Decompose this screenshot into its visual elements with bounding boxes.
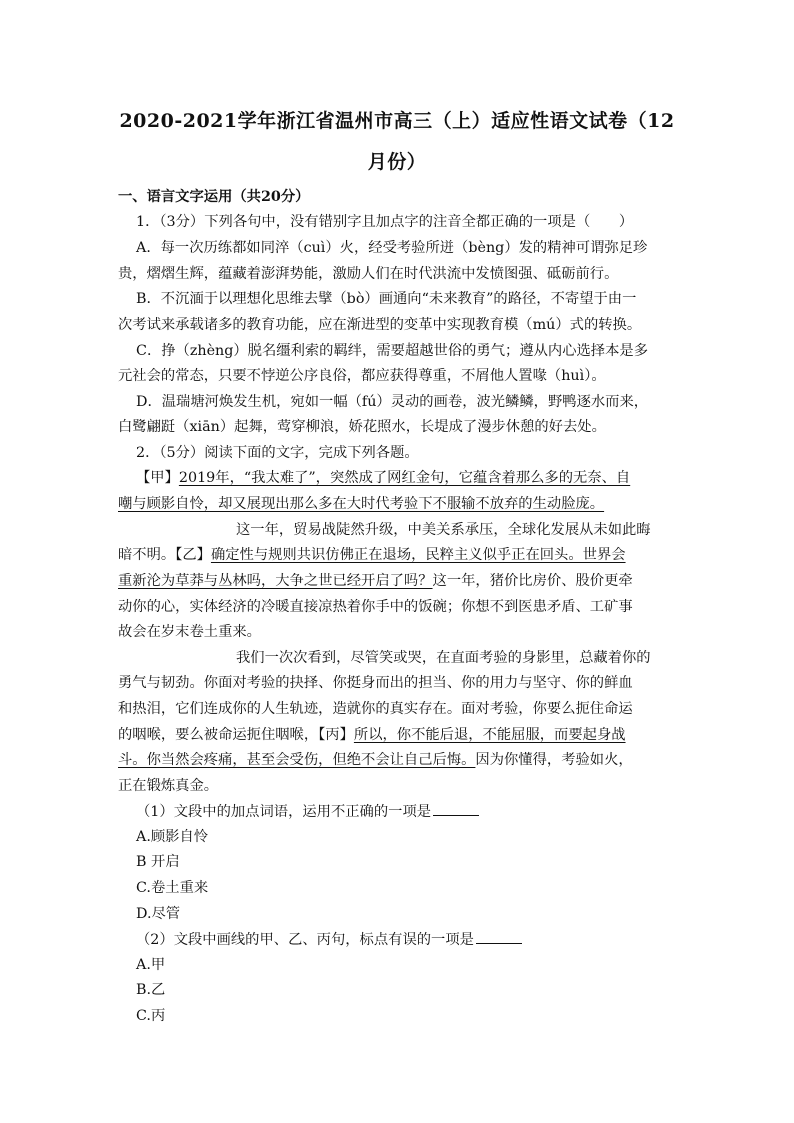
sub-question-2-text: （2）文段中画线的甲、乙、丙句，标点有误的一项是 <box>136 932 474 948</box>
marker-bing: 的咽喉，要么被命运扼住咽喉，【丙】 <box>118 727 354 743</box>
q1-option-a-line1: A．每一次历练都如同淬（cuì）火，经受考验所迸（bèng）发的精神可谓弥足珍 <box>136 240 648 256</box>
section-heading: 一、语言文字运用（共20分） <box>118 189 310 205</box>
underlined-sentence-jia-cont: 嘲与顾影自怜，却又展现出那么多在大时代考验下不服输不放弃的生动脸庞。 <box>118 496 605 512</box>
passage-p2-line1: 这一年，贸易战陡然升级，中美关系承压，全球化发展从未如此晦 <box>236 522 651 538</box>
q1-option-b-line1: B．不沉湎于以理想化思维去擘（bò）画通向“未来教育”的路径，不寄望于由一 <box>136 291 637 307</box>
sub2-option-a: A.甲 <box>136 957 166 973</box>
sub1-option-a: A.顾影自怜 <box>136 829 209 845</box>
q1-option-a-line2: 贵，熠熠生辉，蕴藏着澎湃势能，激励人们在时代洪流中发愤图强、砥砺前行。 <box>118 266 619 282</box>
passage-p1-line1 <box>136 468 630 488</box>
sub1-option-d: D.尽管 <box>136 906 181 922</box>
passage-text: 因为你懂得，考验如火， <box>475 752 633 768</box>
underlined-sentence-yi-cont: 重新沦为草莽与丛林吗，大争之世已经开启了吗？ <box>118 573 433 589</box>
q1-option-c-line1: C．挣（zhèng）脱名缰利索的羁绊，需要超越世俗的勇气；遵从内心选择本是多 <box>136 343 648 359</box>
sub1-option-b: B 开启 <box>136 854 180 870</box>
q1-stem: 1．（3分）下列各句中，没有错别字且加点字的注音全都正确的一项是（ ） <box>136 214 634 230</box>
q1-option-d-line1: D．温瑞塘河焕发生机，宛如一幅（fú）灵动的画卷，波光鳞鳞，野鸭逐水而来， <box>136 394 649 410</box>
passage-p3-line1: 我们一次次看到，尽管笑或哭，在直面考验的身影里，总藏着你的 <box>236 650 651 666</box>
answer-blank-1[interactable] <box>433 801 479 816</box>
sub-question-1-text: （1）文段中的加点词语，运用不正确的一项是 <box>136 804 432 820</box>
q1-option-b-line2: 次考试来承载诸多的教育功能，应在渐进型的变革中实现教育模（mú）式的转换。 <box>118 317 642 333</box>
sub2-option-b: B.乙 <box>136 982 166 998</box>
passage-p1-line2 <box>118 494 604 514</box>
passage-p2-line4: 动你的心，实体经济的冷暖直接凉热着你手中的饭碗；你想不到医患矛盾、工矿事 <box>118 599 633 615</box>
underlined-sentence-bing: 所以，你不能后退，不能屈服，而要起身战 <box>353 727 626 743</box>
passage-p3-line5 <box>118 750 633 770</box>
passage-p2-line5: 故会在岁末卷土重来。 <box>118 624 261 640</box>
sub2-option-c: C.丙 <box>136 1008 166 1024</box>
passage-p2-line3 <box>118 571 633 591</box>
underlined-sentence-yi: 确定性与规则共识仿佛正在退场，民粹主义似乎正在回头。世界会 <box>210 547 626 563</box>
q1-option-c-line2: 元社会的常态，只要不悖逆公序良俗，都应获得尊重，不屑他人置喙（huì）。 <box>118 368 606 384</box>
passage-p2-line2 <box>118 545 626 565</box>
page-title-line2: 月份） <box>367 151 427 173</box>
underlined-sentence-jia: 2019年，“我太难了”，突然成了网红金句，它蕴含着那么多的无奈、自 <box>178 470 631 486</box>
passage-p3-line6: 正在锻炼真金。 <box>118 778 219 794</box>
marker-yi: 暗不明。【乙】 <box>118 547 211 563</box>
passage-p3-line4 <box>118 725 626 745</box>
sub-question-2 <box>136 929 522 950</box>
sub1-option-c: C.卷土重来 <box>136 880 209 896</box>
q2-stem: 2．（5分）阅读下面的文字，完成下列各题。 <box>136 445 419 461</box>
underlined-sentence-bing-cont: 斗。你当然会疼痛，甚至会受伤，但绝不会让自己后悔。 <box>118 752 476 768</box>
sub-question-1 <box>136 801 479 822</box>
page-title-line1: 2020-2021学年浙江省温州市高三（上）适应性语文试卷（12 <box>119 110 675 132</box>
passage-p3-line2: 勇气与韧劲。你面对考验的抉择、你挺身而出的担当、你的用力与坚守、你的鲜血 <box>118 675 633 691</box>
passage-text: 这一年，猪价比房价、股价更牵 <box>432 573 633 589</box>
answer-blank-2[interactable] <box>476 929 522 944</box>
q1-option-d-line2: 白鹭翩跹（xiān）起舞，莺穿柳浪，娇花照水，长堤成了漫步休憩的好去处。 <box>118 419 606 435</box>
marker-jia: 【甲】 <box>136 470 179 486</box>
passage-p3-line3: 和热泪，它们连成你的人生轨迹，造就你的真实存在。面对考验，你要么扼住命运 <box>118 701 633 717</box>
